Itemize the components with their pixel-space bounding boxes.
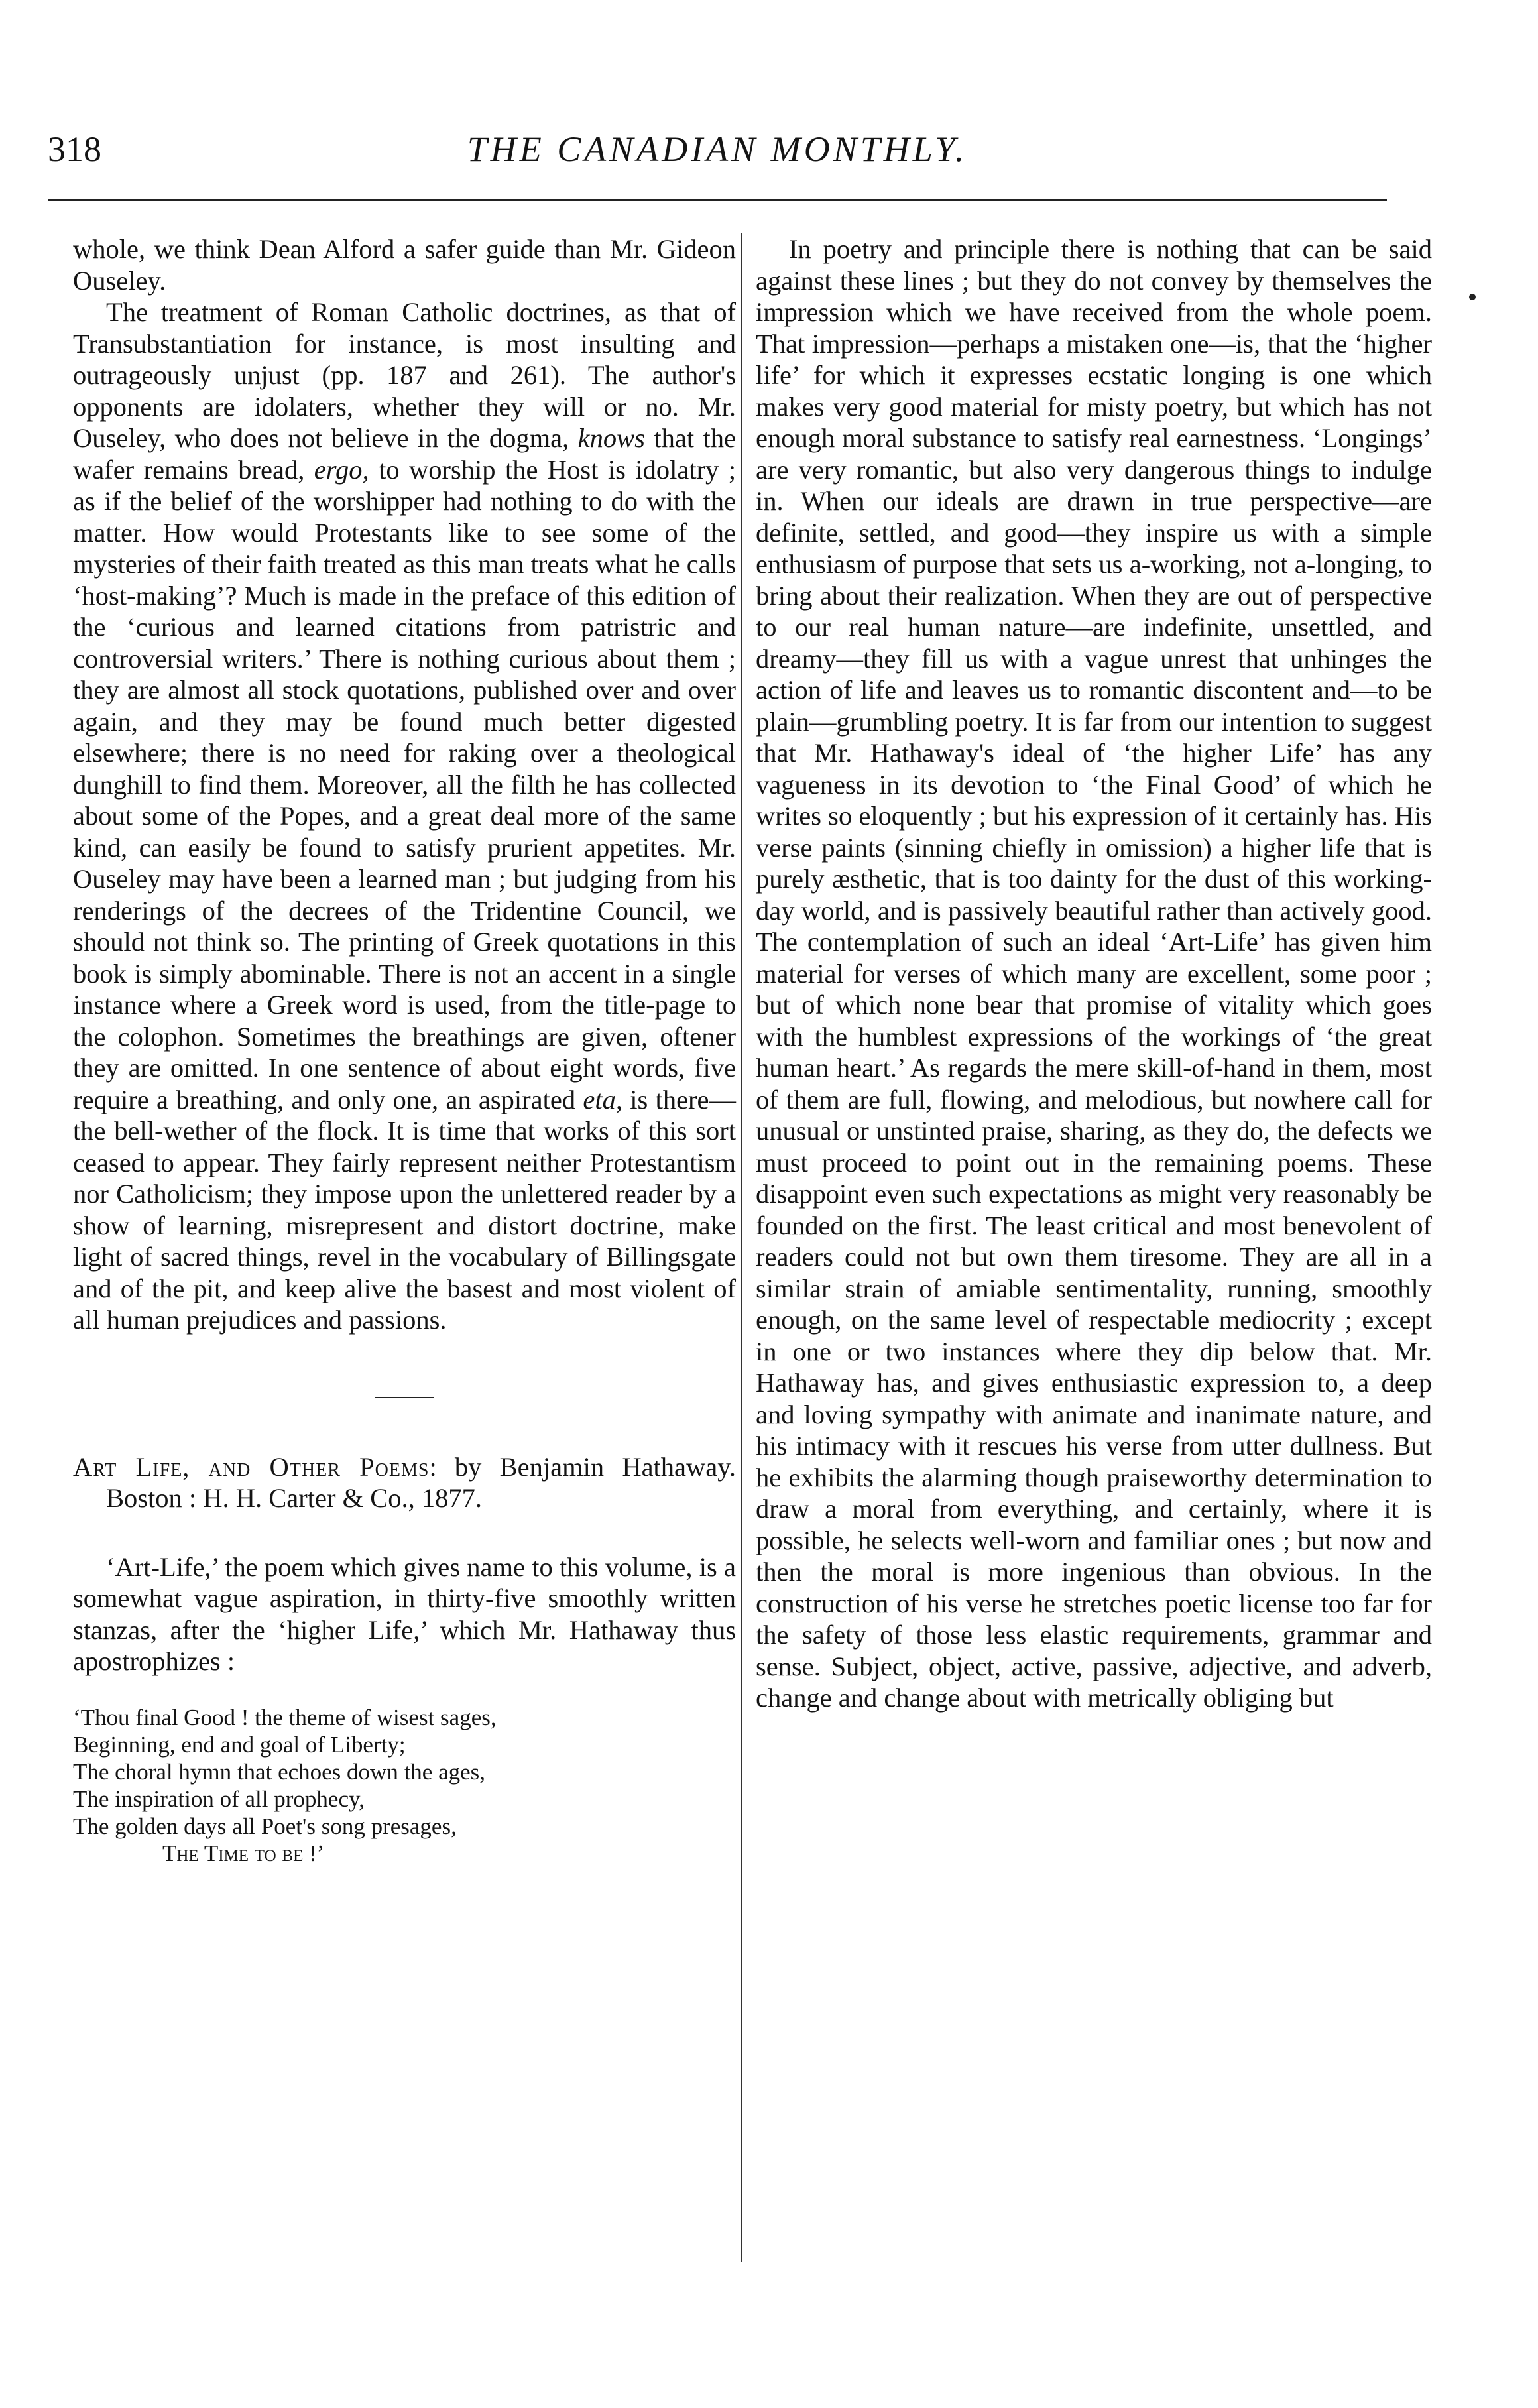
right-column <box>756 233 1432 1714</box>
review-analysis-paragraph: In poetry and principle there is nothing that can be said against these lines ; but they do not convey by themselves the impression which we have received from the whole poem. That impression—perhaps a mistaken one—is, that the ‘higher life’ for which it expresses ecstatic longing is one which makes very good material for misty poetry, but which has not enough moral substance to satisfy real earnestness. ‘Longings’ are very romantic, but also very dangerous things to indulge in. When our ideals are drawn in true perspective—are definite, settled, and good—they inspire us with a simple enthusiasm of purpose that sets us a-working, not a-longing, to bring about their realization. When they are out of perspective to our real human nature—are indefinite, unsettled, and dreamy—they fill us with a vague unrest that unhinges the action of life and leaves us to romantic discontent and—to be plain—grumbling poetry. It is far from our intention to suggest that Mr. Hathaway's ideal of ‘the higher Life’ has any vagueness in its devotion to ‘the Final Good’ of which he writes so eloquently ; but his expression of it certainly has. His verse paints (sinning chiefly in omission) a higher life that is purely æsthetic, that is too dainty for the dust of this working-day world, and is passively beautiful rather than actively good. The contemplation of such an ideal ‘Art-Life’ has given him material for verses of which many are excellent, some poor ; but of which none bear that promise of vitality which goes with the humblest expressions of the workings of ‘the great human heart.’ As regards the mere skill-of-hand in them, most of them are full, flowing, and melodious, but nowhere call for unusual or unstinted praise, sharing, as they do, the defects we must proceed to point out in the remaining poems. These disappoint even such expectations as might very reasonably be founded on the first. The least critical and most benevolent of readers could not but own them tiresome. They are all in a similar strain of amiable sentimentality, running, smoothly enough, on the same level of respectable mediocrity ; except in one or two instances where they dip below that. Mr. Hathaway has, and gives enthusiastic expression to, a deep and loving sympathy with animate and inanimate nature, and his intimacy with it rescues his verse from utter dullness. But he exhibits the alarming though praiseworthy determination to draw a moral from everything, and certainly, where it is possible, he selects well-worn and familiar ones ; but now and then the moral is more ingenious than obvious. In the construction of his verse he stretches poetic license too far for the safety of those less elastic requirements, grammar and sense. Subject, object, active, passive, adjective, and adverb, change and change about with metrically obliging but <box>756 234 1432 1713</box>
review-heading <box>73 1451 736 1514</box>
continued-paragraph: whole, we think Dean Alford a safer guide than Mr. Gideon Ouseley. <box>73 234 736 296</box>
left-column <box>73 233 736 1867</box>
verse-line: Beginning, end and goal of Liberty; <box>73 1731 406 1758</box>
verse-line: The Time to be !’ <box>162 1840 325 1866</box>
verse-line: The choral hymn that echoes down the ages, <box>73 1758 486 1785</box>
running-title: THE CANADIAN MONTHLY. <box>467 129 968 169</box>
review-publication: : by Benjamin Hathaway. Boston : H. H. Carter & Co., 1877. <box>106 1451 736 1513</box>
page-number: 318 <box>48 129 101 169</box>
ink-speck <box>1469 294 1476 300</box>
verse-line: ‘Thou final Good ! the theme of wisest sages, <box>73 1704 497 1730</box>
column-divider <box>741 233 742 2262</box>
page-header <box>48 123 1387 176</box>
verse-line: The golden days all Poet's song presages, <box>73 1813 457 1839</box>
review-intro-paragraph: ‘Art-Life,’ the poem which gives name to this volume, is a somewhat vague aspiration, in thirty-five smoothly written stanzas, after the ‘higher Life,’ which Mr. Hathaway thus apostrophizes : <box>73 1551 736 1676</box>
header-rule <box>48 199 1387 201</box>
section-divider <box>375 1397 434 1398</box>
review-title: Art Life, and Other Poems <box>73 1451 430 1482</box>
verse-quotation <box>73 1704 736 1867</box>
ouseley-critique-paragraph: The treatment of Roman Catholic doctrines, as that of Transubstantiation for instance, is most insulting and outrageously unjust (pp. 187 and 261). The author's opponents are idolaters, whether they will or no. Mr. Ouseley, who does not believe in the dogma, knows that the wafer remains bread, ergo, to worship the Host is idolatry ; as if the belief of the worshipper had nothing to do with the matter. How would Protestants like to see some of the mysteries of their faith treated as this man treats what he calls ‘host-making’? Much is made in the preface of this edition of the ‘curious and learned citations from patristric and controversial writers.’ There is nothing curious about them ; they are almost all stock quotations, published over and over again, and they may be found much better digested elsewhere; there is no need for raking over a theological dunghill to find them. Moreover, all the filth he has collected about some of the Popes, and a great deal more of the same kind, can easily be found to satisfy prurient appetites. Mr. Ouseley may have been a learned man ; but judging from his renderings of the decrees of the Tridentine Council, we should not think so. The printing of Greek quotations in this book is simply abominable. There is not an accent in a single instance where a Greek word is used, from the title-page to the colophon. Sometimes the breathings are given, oftener they are omitted. In one sentence of about eight words, five require a breathing, and only one, an aspirated eta, is there—the bell-wether of the flock. It is time that works of this sort ceased to appear. They fairly represent neither Protestantism nor Catholicism; they impose upon the unlettered reader by a show of learning, misrepresent and distort doctrine, make light of sacred things, revel in the vocabulary of Billingsgate and of the pit, and keep alive the basest and most violent of all human prejudices and passions. <box>73 297 737 1335</box>
verse-line: The inspiration of all prophecy, <box>73 1785 365 1812</box>
